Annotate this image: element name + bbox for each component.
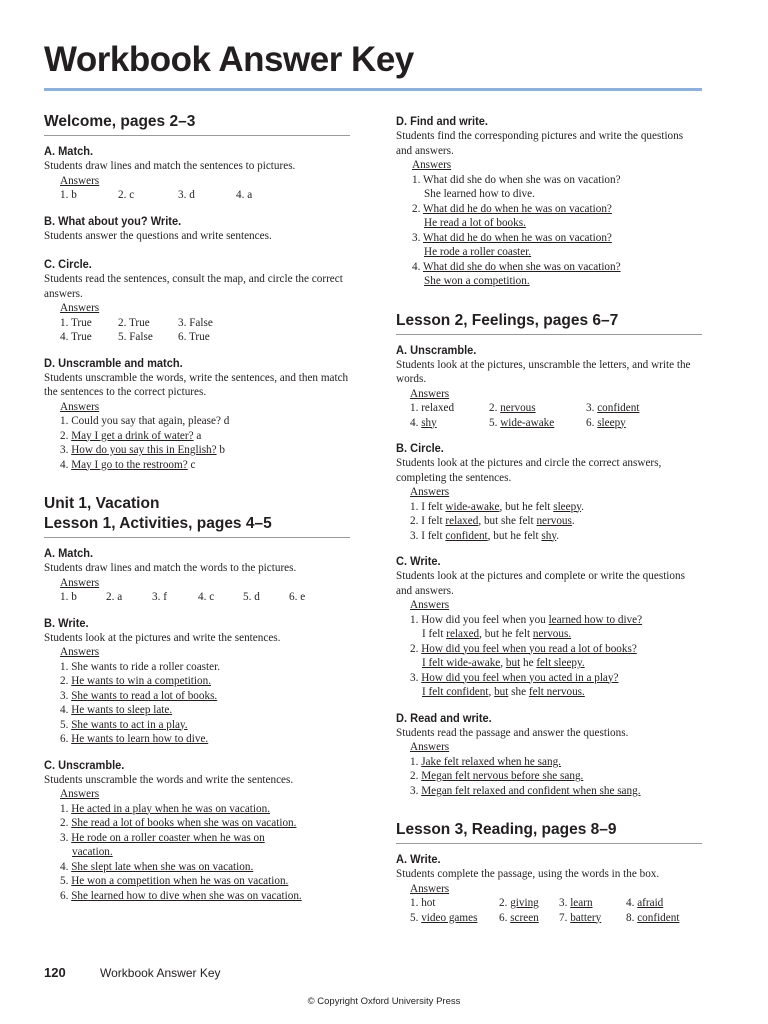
answer-line: 4. May I go to the restroom? c: [60, 458, 196, 471]
answer-item: 2. True: [118, 316, 150, 329]
exercise-instructions: Students find the corresponding pictures and write the questions and answers.: [396, 130, 684, 157]
answer-line-continued: He read a lot of books.: [424, 217, 526, 229]
exercise-instructions: Students look at the pictures and complete or write the questions and answers.: [396, 570, 685, 597]
answers-block: [412, 158, 702, 289]
answer-item: 4. a: [236, 189, 253, 201]
exercise-title: C. Circle.: [44, 257, 92, 271]
exercise-title: D. Unscramble and match.: [44, 355, 183, 370]
section-heading-lesson1: Lesson 1, Activities, pages 4–5: [44, 515, 272, 532]
answers-block: [410, 387, 702, 431]
exercise-instructions: Students draw lines and match the sentences to pictures.: [44, 160, 296, 172]
answer-line: 2. How did you feel when you read a lot of books?: [410, 642, 637, 655]
answer-line: 3. I felt confident, but he felt shy.: [410, 529, 560, 542]
answers-label: Answers: [410, 486, 450, 498]
answer-item: 3. d: [178, 189, 195, 201]
answer-line: 3. How do you say this in English? b: [60, 444, 226, 456]
answer-line-continued: vacation.: [72, 846, 113, 858]
exercise-title: A. Write.: [396, 852, 441, 866]
copyright-notice: © Copyright Oxford University Press: [307, 996, 461, 1007]
section-heading-lesson2: Lesson 2, Feelings, pages 6–7: [396, 311, 619, 329]
answer-item: 3. False: [178, 316, 213, 329]
exercise-instructions: Students complete the passage, using the words in the box.: [396, 868, 660, 880]
answers-block: [60, 400, 350, 473]
exercise-instructions: Students look at the pictures and write the sentences.: [44, 631, 281, 644]
answer-row: [60, 316, 350, 331]
exercise-instructions: Students answer the questions and write sentences.: [44, 229, 272, 242]
answer-line-continued: I felt confident, but she felt nervous.: [422, 686, 585, 698]
answer-line: 3. How did you feel when you acted in a play?: [410, 671, 619, 684]
answer-line: 3. What did he do when he was on vacation?: [412, 231, 612, 244]
answers-label: Answers: [410, 599, 450, 611]
answers-block: [410, 740, 702, 798]
answer-line: 1. How did you feel when you learned how to dive?: [410, 613, 643, 626]
answers-label: Answers: [60, 302, 100, 314]
answers-block: [60, 645, 350, 747]
answer-item: 1. b: [60, 189, 77, 201]
section-rule: [396, 334, 702, 335]
answer-line-continued: I felt relaxed, but he felt nervous.: [422, 628, 572, 640]
exercise-instructions: Students unscramble the words, write the sentences, and then match the sentences to the correct pictures.: [44, 371, 349, 398]
answer-line: 3. Megan felt relaxed and confident when she sang.: [410, 784, 641, 797]
section-rule: [396, 843, 702, 844]
answers-block: [410, 882, 702, 926]
exercise-instructions: Students look at the pictures and circle the correct answers, completing the sentences.: [396, 457, 662, 484]
answer-line-continued: She learned how to dive.: [424, 188, 535, 200]
exercise-title: C. Write.: [396, 554, 441, 568]
footer-label: Workbook Answer Key: [100, 966, 221, 980]
answer-line: 2. He wants to win a competition.: [60, 675, 212, 687]
answer-line: 2. Megan felt nervous before she sang.: [410, 770, 584, 782]
exercise-title: B. Write.: [44, 615, 89, 630]
answers-label: Answers: [410, 741, 450, 753]
answers-block: [60, 174, 350, 203]
answer-line: 1. He acted in a play when he was on vacation.: [60, 802, 271, 815]
exercise-instructions: Students draw lines and match the words to the pictures.: [44, 562, 297, 574]
answers-label: Answers: [60, 646, 100, 658]
answer-item: 2. c: [118, 189, 135, 201]
section-heading-welcome: Welcome, pages 2–3: [44, 113, 196, 130]
answers-block: [410, 485, 702, 543]
answer-line: 6. She learned how to dive when she was on vacation.: [60, 889, 302, 902]
answers-block: [60, 301, 350, 345]
exercise-title: C. Unscramble.: [44, 757, 125, 772]
exercise-title: B. What about you? Write.: [44, 213, 182, 228]
answer-line-continued: She won a competition.: [424, 275, 530, 287]
answer-row: 1. hot 2. giving 3. learn 4. afraid: [410, 897, 664, 909]
answer-item: 5. False: [118, 331, 153, 343]
answer-row: 1. relaxed 2. nervous 3. confident: [410, 402, 640, 414]
answer-line: 1. What did she do when she was on vacation?: [412, 173, 621, 186]
exercise-title: B. Circle.: [396, 441, 444, 455]
answer-row: 5. video games 6. screen 7. battery 8. confident: [410, 911, 680, 924]
answer-row: [60, 330, 350, 345]
exercise-title: D. Find and write.: [396, 114, 489, 128]
answer-line-continued: I felt wide-awake, but he felt sleepy.: [422, 657, 585, 669]
answers-label: Answers: [60, 400, 100, 413]
exercise-instructions: Students read the sentences, consult the map, and circle the correct answers.: [44, 273, 343, 300]
answer-row: [60, 188, 350, 203]
answers-label: Answers: [60, 576, 100, 589]
title-rule: [44, 88, 702, 91]
answers-label: Answers: [412, 159, 452, 171]
answers-block: [410, 598, 702, 700]
answer-line: 4. She slept late when she was on vacation.: [60, 860, 254, 873]
answer-line: 3. He rode on a roller coaster when he was on: [60, 831, 265, 844]
section-rule: [44, 537, 350, 538]
section-heading-lesson3: Lesson 3, Reading, pages 8–9: [396, 821, 617, 838]
answers-block: [60, 576, 350, 605]
answers-label: Answers: [410, 882, 450, 895]
answer-item: 1. True: [60, 316, 92, 329]
answer-line: 2. I felt relaxed, but she felt nervous.: [410, 515, 575, 527]
left-column: [44, 112, 350, 903]
answer-line: 1. She wants to ride a roller coaster.: [60, 660, 220, 673]
answer-line: 6. He wants to learn how to dive.: [60, 733, 209, 745]
exercise-instructions: Students unscramble the words and write the sentences.: [44, 773, 294, 786]
exercise-instructions: Students read the passage and answer the questions.: [396, 726, 629, 739]
answer-item: 4. True: [60, 331, 92, 343]
answer-row: 1. b 2. a 3. f 4. c 5. d 6. e: [60, 591, 306, 603]
answer-line: 2. She read a lot of books when she was on vacation.: [60, 817, 297, 829]
answer-line: 2. What did he do when he was on vacation?: [412, 202, 612, 215]
answer-line: 4. He wants to sleep late.: [60, 704, 173, 716]
answer-line: 5. She wants to act in a play.: [60, 718, 188, 731]
exercise-title: A. Match.: [44, 144, 94, 158]
page-title: Workbook Answer Key: [44, 40, 414, 79]
section-rule: [44, 135, 350, 136]
answer-line: 1. I felt wide-awake, but he felt sleepy.: [410, 500, 584, 513]
answer-line: 1. Could you say that again, please? d: [60, 415, 230, 427]
page-number: 120: [44, 965, 66, 980]
exercise-title: A. Unscramble.: [396, 342, 477, 357]
section-heading-unit: Unit 1, Vacation: [44, 495, 160, 512]
answer-line: 5. He won a competition when he was on vacation.: [60, 875, 289, 887]
answer-item: 6. True: [178, 331, 210, 343]
answers-label: Answers: [410, 387, 450, 400]
right-column: [396, 112, 702, 925]
answer-line-continued: He rode a roller coaster.: [424, 246, 532, 258]
exercise-instructions: Students look at the pictures, unscramble the letters, and write the words.: [396, 358, 691, 385]
answer-line: 3. She wants to read a lot of books.: [60, 689, 218, 702]
answers-label: Answers: [60, 174, 100, 187]
answers-label: Answers: [60, 788, 100, 800]
answer-line: 2. May I get a drink of water? a: [60, 429, 202, 442]
answers-block: [60, 787, 350, 903]
answer-line: 1. Jake felt relaxed when he sang.: [410, 755, 561, 768]
answer-line: 4. What did she do when she was on vacation?: [412, 260, 621, 273]
answer-row: 4. shy 5. wide-awake 6. sleepy: [410, 416, 626, 429]
exercise-title: D. Read and write.: [396, 710, 492, 725]
exercise-title: A. Match.: [44, 546, 94, 560]
